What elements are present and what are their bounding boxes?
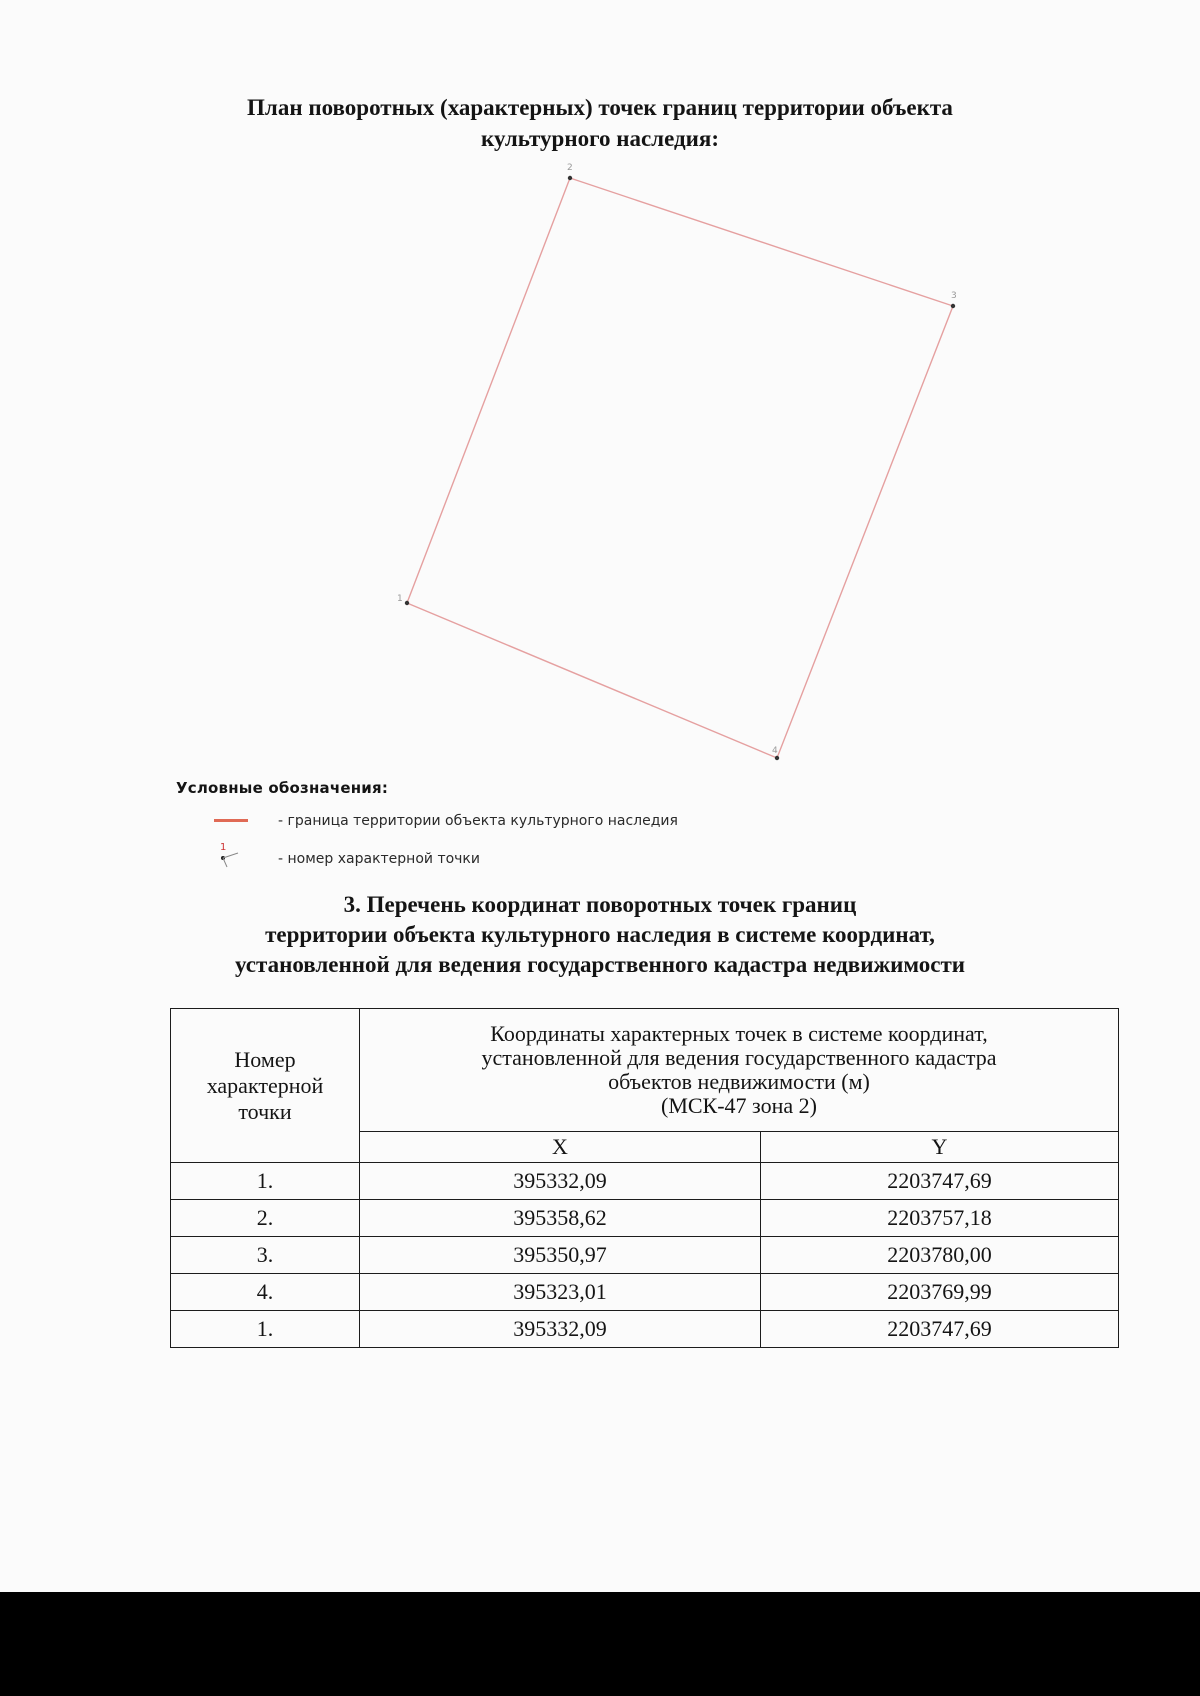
boundary-point (397, 594, 409, 605)
coordinates-table (170, 1008, 1119, 1348)
legend-heading: Условные обозначения: (176, 779, 389, 797)
y-column-header: Y (761, 1132, 1119, 1163)
boundary-point (951, 291, 957, 308)
coordinates-header (360, 1009, 1119, 1132)
legend-label: - граница территории объекта культурного наследия (278, 813, 678, 829)
table-row (171, 1237, 1119, 1274)
point-label: 2 (567, 163, 573, 173)
y-cell: 2203757,18 (761, 1200, 1119, 1237)
plan-title-line: культурного наследия: (481, 126, 719, 151)
section-title (140, 890, 1060, 980)
legend-marker-label: 1 (220, 842, 227, 853)
legend-item-boundary (210, 808, 678, 834)
x-column-header: X (360, 1132, 761, 1163)
x-cell: 395332,09 (360, 1163, 761, 1200)
point-label: 4 (772, 746, 778, 756)
x-cell: 395332,09 (360, 1311, 761, 1348)
header-line: Номер (234, 1046, 296, 1072)
section-title-line: 3. Перечень координат поворотных точек границ (343, 892, 857, 917)
table-row (171, 1311, 1119, 1348)
point-number-cell: 4. (171, 1274, 360, 1311)
legend-label: - номер характерной точки (278, 851, 480, 867)
boundary-plan (380, 160, 980, 770)
y-cell: 2203769,99 (761, 1274, 1119, 1311)
header-line: характерной (206, 1072, 324, 1098)
boundary-polygon (407, 178, 953, 758)
point-marker-symbol (210, 842, 258, 872)
y-cell: 2203747,69 (761, 1163, 1119, 1200)
table-row (171, 1163, 1119, 1200)
header-line: установленной для ведения государственного кадастра (481, 1045, 997, 1070)
boundary-point (567, 163, 573, 180)
table-row (171, 1274, 1119, 1311)
point-number-cell: 1. (171, 1311, 360, 1348)
boundary-line-symbol (210, 808, 258, 834)
point-number-cell: 1. (171, 1163, 360, 1200)
point-number-cell: 3. (171, 1237, 360, 1274)
plan-title-line: План поворотных (характерных) точек границ территории объекта (247, 95, 953, 120)
boundary-point (772, 746, 779, 760)
x-cell: 395358,62 (360, 1200, 761, 1237)
header-line: точки (238, 1098, 292, 1124)
point-label: 3 (951, 291, 957, 301)
x-cell: 395323,01 (360, 1274, 761, 1311)
y-cell: 2203747,69 (761, 1311, 1119, 1348)
scan-border (0, 1592, 1200, 1696)
plan-title (150, 92, 1050, 154)
table-row (171, 1200, 1119, 1237)
point-number-cell: 2. (171, 1200, 360, 1237)
header-line: (МСК-47 зона 2) (661, 1093, 817, 1118)
x-cell: 395350,97 (360, 1237, 761, 1274)
legend-item-point (210, 842, 480, 872)
header-line: Координаты характерных точек в системе координат, (490, 1021, 988, 1046)
point-label: 1 (397, 594, 403, 604)
section-title-line: установленной для ведения государственного кадастра недвижимости (235, 952, 965, 977)
point-number-header (171, 1009, 360, 1163)
section-title-line: территории объекта культурного наследия в системе координат, (265, 922, 935, 947)
y-cell: 2203780,00 (761, 1237, 1119, 1274)
header-line: объектов недвижимости (м) (608, 1069, 870, 1094)
